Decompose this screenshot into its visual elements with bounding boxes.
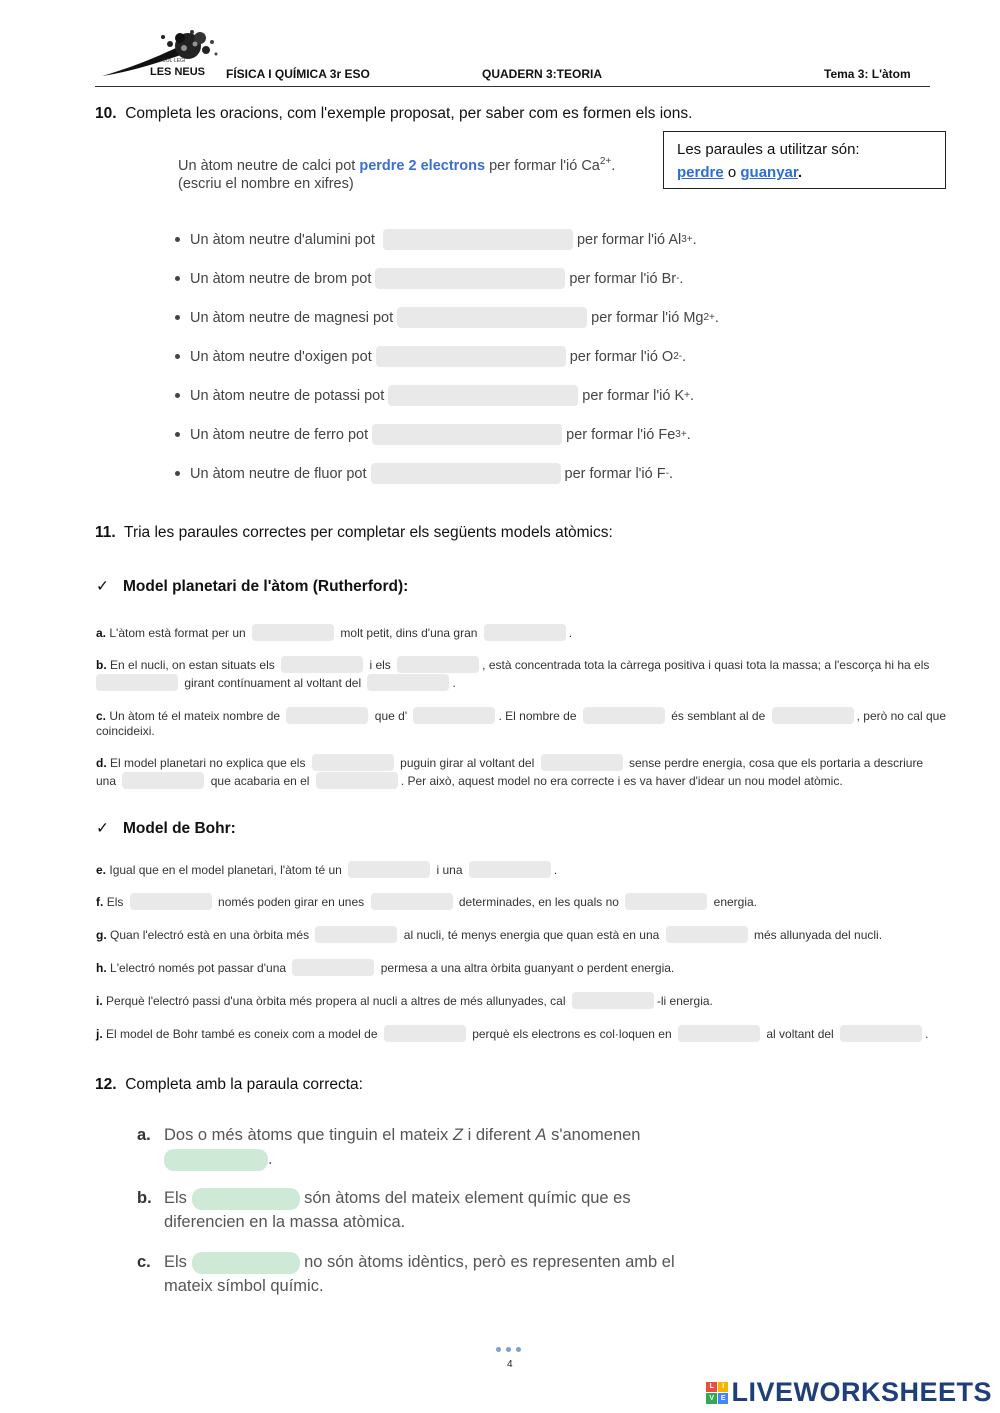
line-i: i. Perquè l'electró passi d'una òrbita més propera al nucli a altres de més allunyades, cal -li energia. <box>96 994 713 1008</box>
line-d-cont: una que acabaria en el . Per això, aquest model no era correcte i es va haver d'idear un nou model atòmic. <box>96 774 843 788</box>
checkmark-icon: ✓ <box>96 578 109 595</box>
answer-input[interactable] <box>772 707 854 724</box>
answer-input[interactable] <box>292 959 374 976</box>
liveworksheets-brand: LIVEWORKSHEETS <box>731 1377 992 1407</box>
answer-input[interactable] <box>192 1188 300 1210</box>
answer-input[interactable] <box>286 707 368 724</box>
word-bank-box: Les paraules a utilitzar són: perdre o guanyar. <box>663 131 946 189</box>
ion-item: Un àtom neutre de magnesi pot per formar l'ió Mg 2+ . <box>175 307 719 328</box>
liveworksheets-logo <box>706 1377 992 1408</box>
question-text: Tria les paraules correctes per completar els següents models atòmics: <box>124 524 613 541</box>
answer-input[interactable] <box>541 754 623 771</box>
line-f: f. Els només poden girar en unes determinades, en les quals no energia. <box>96 895 758 909</box>
answer-input[interactable] <box>348 861 430 878</box>
answer-input[interactable] <box>384 1025 466 1042</box>
ion-item: Un àtom neutre d'alumini pot per formar l'ió Al 3+ . <box>175 229 697 250</box>
answer-input[interactable] <box>164 1149 268 1171</box>
question-12-title <box>95 1076 363 1094</box>
line-j: j. El model de Bohr també es coneix com a model de perquè els electrons es col·loquen en al voltant del . <box>96 1027 929 1041</box>
answer-input[interactable] <box>572 992 654 1009</box>
answer-input[interactable] <box>383 229 573 250</box>
q12-item-c: c. Els no són àtoms idèntics, però es representen amb el mateix símbol químic. <box>137 1253 675 1295</box>
answer-input[interactable] <box>312 754 394 771</box>
ion-item: Un àtom neutre d'oxigen pot per formar l'ió O 2- . <box>175 346 686 367</box>
school-name: LES NEUS <box>150 66 206 78</box>
word-guanyar: guanyar <box>740 164 798 181</box>
answer-input[interactable] <box>397 307 587 328</box>
answer-input[interactable] <box>252 624 334 641</box>
model-bohr-heading: ✓ Model de Bohr: <box>96 820 236 837</box>
question-text: Completa les oracions, com l'exemple proposat, per saber com es formen els ions. <box>125 105 693 122</box>
liveworksheets-icon: L I V E <box>706 1382 728 1404</box>
answer-input[interactable] <box>96 674 178 691</box>
question-text: Completa amb la paraula correcta: <box>125 1076 363 1093</box>
answer-input[interactable] <box>388 385 578 406</box>
ion-item: Un àtom neutre de potassi pot per formar l'ió K + . <box>175 385 694 406</box>
answer-input[interactable] <box>413 707 495 724</box>
question-10-title <box>95 105 692 123</box>
answer-input[interactable] <box>376 346 566 367</box>
question-number: 11. <box>95 524 116 541</box>
example-note: (escriu el nombre en xifres) <box>178 175 354 192</box>
answer-input[interactable] <box>840 1025 922 1042</box>
line-d: d. El model planetari no explica que els puguin girar al voltant del sense perdre energia, cosa que els portaria a descriure <box>96 756 924 770</box>
question-number: 10. <box>95 105 117 122</box>
answer-input[interactable] <box>192 1252 300 1274</box>
header-notebook: QUADERN 3:TEORIA <box>482 67 603 81</box>
answer-input[interactable] <box>484 624 566 641</box>
answer-input[interactable] <box>372 424 562 445</box>
answer-input[interactable] <box>315 926 397 943</box>
page-number: 4 <box>507 1359 513 1370</box>
header-divider <box>95 86 930 87</box>
answer-input[interactable] <box>397 656 479 673</box>
line-c: c. Un àtom té el mateix nombre de que d' . El nombre de és semblant al de , però no cal que <box>96 709 947 723</box>
answer-input[interactable] <box>371 893 453 910</box>
line-g: g. Quan l'electró està en una òrbita més al nucli, té menys energia que quan està en una més allunyada del nucli. <box>96 928 883 942</box>
answer-input[interactable] <box>281 656 363 673</box>
answer-input[interactable] <box>666 926 748 943</box>
checkmark-icon: ✓ <box>96 820 109 837</box>
answer-input[interactable] <box>625 893 707 910</box>
question-number: 12. <box>95 1076 117 1093</box>
line-c-cont: coincideixi. <box>96 724 155 738</box>
question-11-title <box>95 524 613 542</box>
line-a: a. L'àtom està format per un molt petit, dins d'una gran . <box>96 626 573 640</box>
line-b-cont: girant contínuament al voltant del . <box>96 674 456 692</box>
q12-item-b: b. Els són àtoms del mateix element químic que es diferencien en la massa atòmica. <box>137 1189 631 1231</box>
answer-input[interactable] <box>130 893 212 910</box>
word-perdre: perdre <box>677 164 724 181</box>
example-sentence: Un àtom neutre de calci pot perdre 2 electrons per formar l'ió $Ca^{2+}$. (escriu el nombre en xifres) <box>178 156 616 192</box>
answer-input[interactable] <box>371 463 561 484</box>
answer-input[interactable] <box>122 772 204 789</box>
answer-input[interactable] <box>469 861 551 878</box>
answer-input[interactable] <box>375 268 565 289</box>
ion-item: Un àtom neutre de brom pot per formar l'ió Br - . <box>175 268 683 289</box>
model-rutherford-heading: ✓ Model planetari de l'àtom (Rutherford): <box>96 578 409 595</box>
ion-item: Un àtom neutre de fluor pot per formar l'ió F - . <box>175 463 673 484</box>
answer-input[interactable] <box>678 1025 760 1042</box>
example-answer: perdre 2 electrons <box>359 157 486 174</box>
answer-input[interactable] <box>583 707 665 724</box>
line-e: e. Igual que en el model planetari, l'àtom té un i una . <box>96 863 558 877</box>
school-logo-small-text: COL·LEGI <box>162 58 186 64</box>
line-b: b. En el nucli, on estan situats els i els , està concentrada tota la càrrega positiva i quasi tota la massa; a l'escorça hi ha els <box>96 658 930 672</box>
q12-item-a: a. Dos o més àtoms que tinguin el mateix Z i diferent A s'anomenen . <box>164 1123 640 1171</box>
header-topic: Tema 3: L'àtom <box>824 67 911 81</box>
ion-item: Un àtom neutre de ferro pot per formar l'ió Fe 3+ . <box>175 424 691 445</box>
answer-input[interactable] <box>367 674 449 691</box>
line-h: h. L'electró només pot passar d'una permesa a una altra òrbita guanyant o perdent energia. <box>96 961 675 975</box>
answer-input[interactable] <box>316 772 398 789</box>
header-subject: FÍSICA I QUÍMICA 3r ESO <box>226 67 370 81</box>
page-dots <box>496 1347 521 1352</box>
